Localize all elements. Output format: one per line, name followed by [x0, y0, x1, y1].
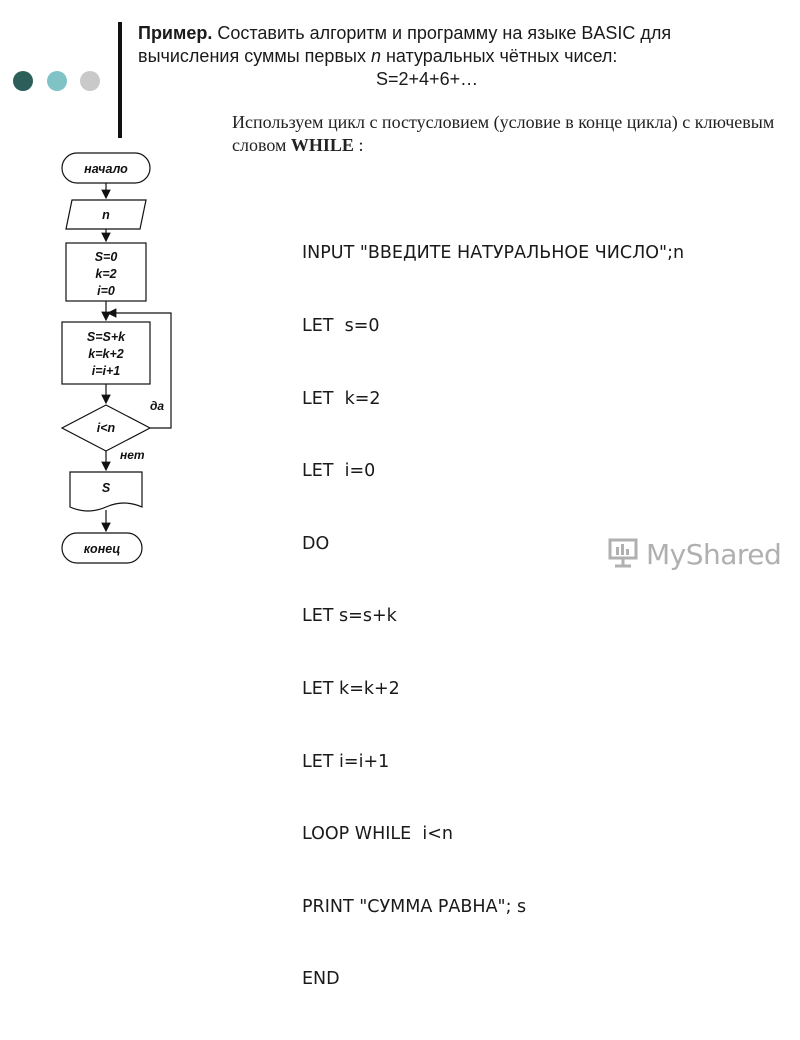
yes-label: да — [150, 399, 165, 413]
title-prefix: Пример. — [138, 23, 213, 43]
output-label: S — [101, 481, 111, 495]
condition-label: i<n — [96, 421, 116, 435]
code-line: LET i=0 — [302, 461, 376, 482]
init-line: i=0 — [97, 284, 115, 298]
init-line: S=0 — [94, 250, 118, 264]
watermark-text: MyShared — [646, 538, 782, 571]
note-keyword: WHILE — [290, 135, 354, 155]
body-line: i=i+1 — [91, 364, 121, 378]
body-line: k=k+2 — [88, 347, 124, 361]
code-line: LET s=0 — [302, 316, 380, 336]
init-line: k=2 — [95, 267, 117, 281]
title-line2-before: вычисления суммы первых — [138, 46, 371, 66]
title-formula: S=2+4+6+… — [376, 69, 479, 89]
code-line: LET k=k+2 — [302, 678, 400, 699]
code-line: LET k=2 — [302, 388, 381, 409]
code-line: LET s=s+k — [302, 606, 397, 627]
title-line2-after: натуральных чётных чисел: — [380, 46, 618, 66]
note-suffix: : — [353, 135, 364, 155]
title-line1: Составить алгоритм и программу на языке BASIC для — [212, 23, 672, 43]
presentation-logo-icon — [606, 534, 642, 570]
watermark — [606, 534, 782, 574]
code-line: PRINT "СУММА РАВНА"; s — [302, 896, 527, 917]
start-label: начало — [84, 162, 128, 176]
body-line: S=S+k — [86, 330, 126, 344]
code-line: DO — [302, 533, 330, 554]
note-text: Используем цикл с постусловием (условие в конце цикла) с ключевым словом — [232, 112, 775, 155]
end-label: конец — [83, 542, 121, 556]
code-line: END — [302, 969, 340, 990]
code-line: LET i=i+1 — [302, 751, 390, 772]
title-variable: n — [370, 46, 381, 66]
code-line: INPUT "ВВЕДИТЕ НАТУРАЛЬНОЕ ЧИСЛО";n — [302, 243, 685, 264]
input-label: n — [102, 208, 110, 222]
code-line: LOOP WHILE i<n — [302, 824, 453, 845]
no-label: нет — [120, 448, 145, 462]
